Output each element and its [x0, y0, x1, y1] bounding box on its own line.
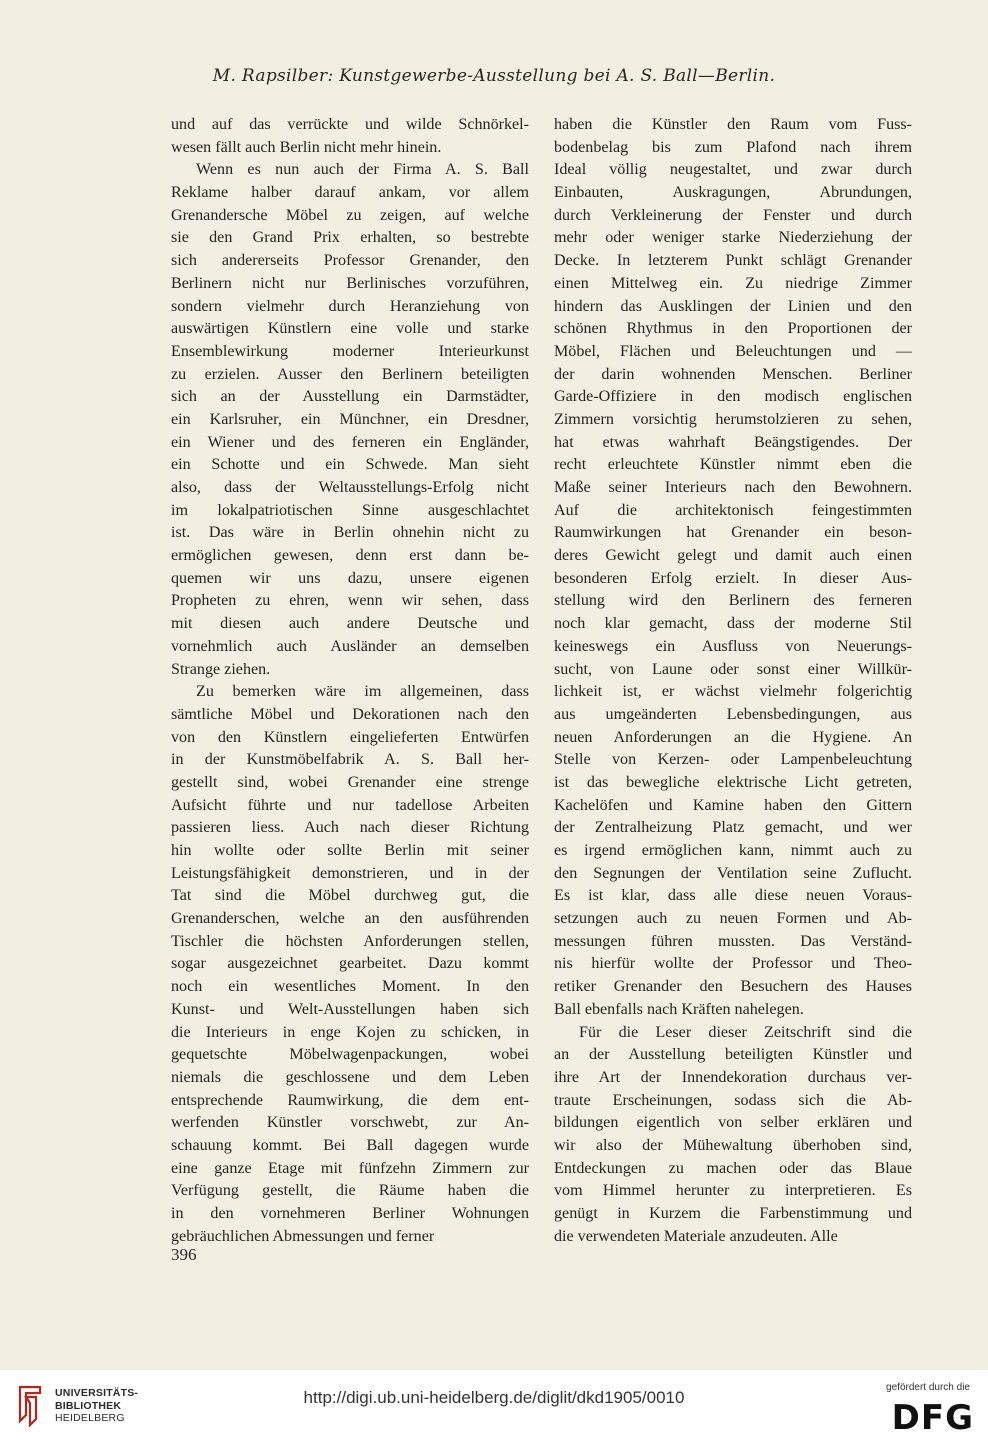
text-line: sondern vielmehr durch Heranziehung von	[171, 297, 529, 315]
text-line: ist das bewegliche elektrische Licht getreten,	[554, 773, 912, 791]
text-line: sie den Grand Prix erhalten, so bestrebte	[171, 229, 529, 247]
page-number: 396	[171, 1245, 197, 1264]
text-line: hin wollte oder sollte Berlin mit seiner	[171, 842, 529, 859]
text-line: niemals die geschlossene und dem Leben	[171, 1068, 529, 1086]
text-line: Propheten zu ehren, wenn wir sehen, dass	[171, 592, 529, 610]
text-line: eine ganze Etage mit fünfzehn Zimmern zur	[171, 1159, 529, 1177]
text-line: in den vornehmeren Berliner Wohnungen	[171, 1205, 529, 1222]
text-line: die verwendeten Materiale anzudeuten. Alle	[554, 1227, 838, 1245]
text-line: deres Gewicht gelegt und damit auch einen	[554, 547, 912, 565]
text-line: aus umgeänderten Lebensbedingungen, aus	[554, 705, 912, 723]
text-line: wir also der Mühewaltung überhoben sind,	[554, 1136, 912, 1154]
text-line: neuen Anforderungen an die Hygiene. An	[554, 728, 912, 746]
text-line: einen Mittelweg ein. Zu niedrige Zimmer	[554, 274, 912, 292]
text-line: Zu bemerken wäre im allgemeinen, dass	[196, 683, 529, 701]
text-line: hindern das Ausklingen der Linien und den	[554, 297, 912, 315]
text-line: ist. Das wäre in Berlin ohnehin nicht zu	[171, 524, 529, 542]
text-line: der Zentralheizung Platz gemacht, und wer	[554, 819, 912, 837]
text-line: gestellt sind, wobei Grenander eine strenge	[171, 773, 529, 791]
text-line: lichkeit ist, er wächst vielmehr folgerichtig	[554, 683, 912, 701]
text-line: Möbel, Flächen und Beleuchtungen und —	[554, 342, 912, 360]
text-line: Für die Leser dieser Zeitschrift sind die	[579, 1023, 912, 1041]
text-line: der darin wohnenden Menschen. Berliner	[554, 365, 912, 383]
text-line: entsprechende Raumwirkung, die dem ent-	[171, 1091, 529, 1109]
text-line: Grenandersche Möbel zu zeigen, auf welche	[171, 206, 529, 224]
text-line: im lokalpatriotischen Sinne ausgeschlachtet	[171, 501, 529, 519]
text-line: und auf das verrückte und wilde Schnörkel-	[171, 116, 529, 133]
text-line: die Interieurs in enge Kojen zu schicken, in	[171, 1023, 529, 1041]
text-line: gebräuchlichen Abmessungen und ferner	[171, 1227, 435, 1245]
text-line: sich an der Ausstellung ein Darmstädter,	[171, 388, 529, 406]
text-line: Strange ziehen.	[171, 660, 271, 678]
text-line: Kunst- und Welt-Ausstellungen haben sich	[171, 1000, 529, 1018]
text-line: Stelle von Kerzen- oder Lampenbeleuchtung	[554, 751, 912, 769]
digitization-footer	[0, 1370, 988, 1445]
text-line: hat etwas wahrhaft Beängstigendes. Der	[554, 433, 912, 451]
text-line: bodenbelag bis zum Plafond nach ihrem	[554, 138, 912, 156]
text-line: in der Kunstmöbelfabrik A. S. Ball her-	[171, 751, 529, 769]
text-line: sich andererseits Professor Grenander, den	[171, 252, 529, 270]
text-line: Reklame halber darauf ankam, vor allem	[171, 184, 529, 202]
text-line: Einbauten, Auskragungen, Abrundungen,	[554, 184, 912, 202]
source-url-link[interactable]: http://digi.ub.uni-heidelberg.de/diglit/dkd1905/0010	[303, 1388, 685, 1407]
text-line: gequetschte Möbelwagenpackungen, wobei	[171, 1046, 529, 1064]
text-line: noch ein wesentliches Moment. In den	[171, 978, 529, 996]
text-line: Kachelöfen und Kamine haben den Gittern	[554, 796, 912, 814]
text-line: zu erzielen. Ausser den Berlinern beteiligten	[171, 365, 529, 383]
text-line: Tat sind die Möbel durchweg gut, die	[171, 887, 529, 905]
text-line: vornehmlich auch Ausländer an demselben	[171, 637, 529, 655]
text-line: retiker Grenander den Besuchern des Hauses	[554, 978, 912, 996]
text-line: also, dass der Weltausstellungs-Erfolg nicht	[171, 479, 529, 496]
text-line: auswärtigen Künstlern eine volle und starke	[171, 320, 529, 338]
text-line: Entdeckungen zu machen oder das Blaue	[554, 1159, 912, 1177]
dfg-logo: DFG	[891, 1398, 974, 1438]
text-line: Leistungsfähigkeit demonstrieren, und in der	[171, 864, 529, 882]
text-line: wesen fällt auch Berlin nicht mehr hinein.	[171, 138, 442, 156]
text-line: ihre Art der Innendekoration durchaus ver-	[554, 1068, 912, 1086]
text-line: sämtliche Möbel und Dekorationen nach den	[171, 705, 529, 723]
text-line: Ball ebenfalls nach Kräften nahelegen.	[554, 1000, 804, 1018]
text-line: Garde-Offiziere in den modisch englischen	[554, 388, 912, 406]
text-line: recht erleuchtete Künstler nimmt eben die	[554, 456, 912, 474]
text-line: Verfügung gestellt, die Räume haben die	[171, 1182, 529, 1200]
text-line: schauung kommt. Bei Ball dagegen wurde	[171, 1136, 529, 1154]
text-line: an der Ausstellung beteiligten Künstler und	[554, 1046, 912, 1064]
text-line: werfenden Künstler vorschwebt, zur An-	[171, 1114, 529, 1132]
text-line: nis hierfür wollte der Professor und Theo-	[554, 955, 912, 973]
text-line: Decke. In letzterem Punkt schlägt Grenander	[554, 252, 912, 270]
text-line: haben die Künstler den Raum vom Fuss-	[554, 116, 912, 133]
text-line: quemen wir uns dazu, unsere eigenen	[171, 569, 529, 587]
page-header: M. Rapsilber: Kunstgewerbe-Ausstellung bei A. S. Ball—Berlin.	[212, 66, 776, 86]
left-text-column	[171, 114, 529, 1248]
text-line: noch klar gemacht, dass der moderne Stil	[554, 615, 912, 633]
text-line: Ensemblewirkung moderner Interieurkunst	[171, 342, 529, 360]
text-line: genügt in Kurzem die Farbenstimmung und	[554, 1205, 912, 1222]
text-line: ein Wiener und des ferneren ein Engländer,	[171, 433, 529, 451]
text-line: ein Karlsruher, ein Münchner, ein Dresdner,	[171, 410, 529, 428]
text-line: mehr oder weniger starke Niederziehung der	[554, 229, 912, 247]
text-line: ermöglichen gewesen, denn erst dann be-	[171, 547, 529, 565]
text-line: setzungen auch zu neuen Formen und Ab-	[554, 910, 912, 928]
text-line: bildungen eigentlich von selber erklären und	[554, 1114, 912, 1132]
text-line: Zimmern vorsichtig herumstolzieren zu sehen,	[554, 410, 912, 428]
text-line: durch Verkleinerung der Fenster und durch	[554, 206, 912, 224]
library-name-line-1: UNIVERSITÄTS-	[55, 1387, 139, 1399]
library-name-line-2: BIBLIOTHEK	[55, 1399, 122, 1412]
text-line: es irgend ermöglichen kann, nimmt auch zu	[554, 842, 912, 859]
text-line: sogar ausgezeichnet gearbeitet. Dazu kommt	[171, 955, 529, 973]
text-line: Berlinern nicht nur Berlinisches vorzuführen,	[171, 274, 529, 292]
text-line: Raumwirkungen hat Grenander ein beson-	[554, 524, 912, 542]
text-line: stellung wird den Berlinern des ferneren	[554, 592, 912, 610]
text-line: Auf die architektonisch feingestimmten	[554, 501, 912, 519]
text-line: von den Künstlern eingelieferten Entwürfen	[171, 728, 529, 746]
text-line: Maße seiner Interieurs nach den Bewohnern.	[554, 479, 912, 496]
funding-caption: gefördert durch die	[886, 1382, 970, 1393]
text-line: traute Erscheinungen, sodass sich die Ab-	[554, 1091, 912, 1109]
text-line: schönen Rhythmus in den Proportionen der	[554, 320, 912, 338]
text-line: ein Schotte und ein Schwede. Man sieht	[171, 456, 529, 474]
text-line: vom Himmel herunter zu interpretieren. Es	[554, 1182, 912, 1200]
text-line: Grenanderschen, welche an den ausführenden	[171, 910, 529, 928]
text-line: Tischler die höchsten Anforderungen stellen,	[171, 932, 529, 950]
text-line: passieren liess. Auch nach dieser Richtung	[171, 819, 529, 837]
text-line: besonderen Erfolg erzielt. In dieser Aus-	[554, 569, 912, 587]
text-line: messungen führen mussten. Das Verständ-	[554, 932, 912, 950]
text-line: mit diesen auch andere Deutsche und	[171, 615, 529, 633]
right-text-column	[554, 114, 912, 1248]
text-line: keineswegs ein Ausfluss von Neuerungs-	[554, 637, 912, 655]
text-line: Wenn es nun auch der Firma A. S. Ball	[196, 161, 529, 179]
text-line: sucht, von Laune oder sonst einer Willkür-	[554, 660, 912, 678]
library-name-line-3: HEIDELBERG	[55, 1412, 125, 1424]
text-line: Ideal völlig neugestaltet, und zwar durch	[554, 161, 912, 179]
text-line: Es ist klar, dass alle diese neuen Voraus-	[554, 887, 912, 905]
text-line: Aufsicht führte und nur tadellose Arbeiten	[171, 796, 529, 814]
text-line: den Segnungen der Ventilation seine Zuflucht.	[554, 864, 912, 882]
